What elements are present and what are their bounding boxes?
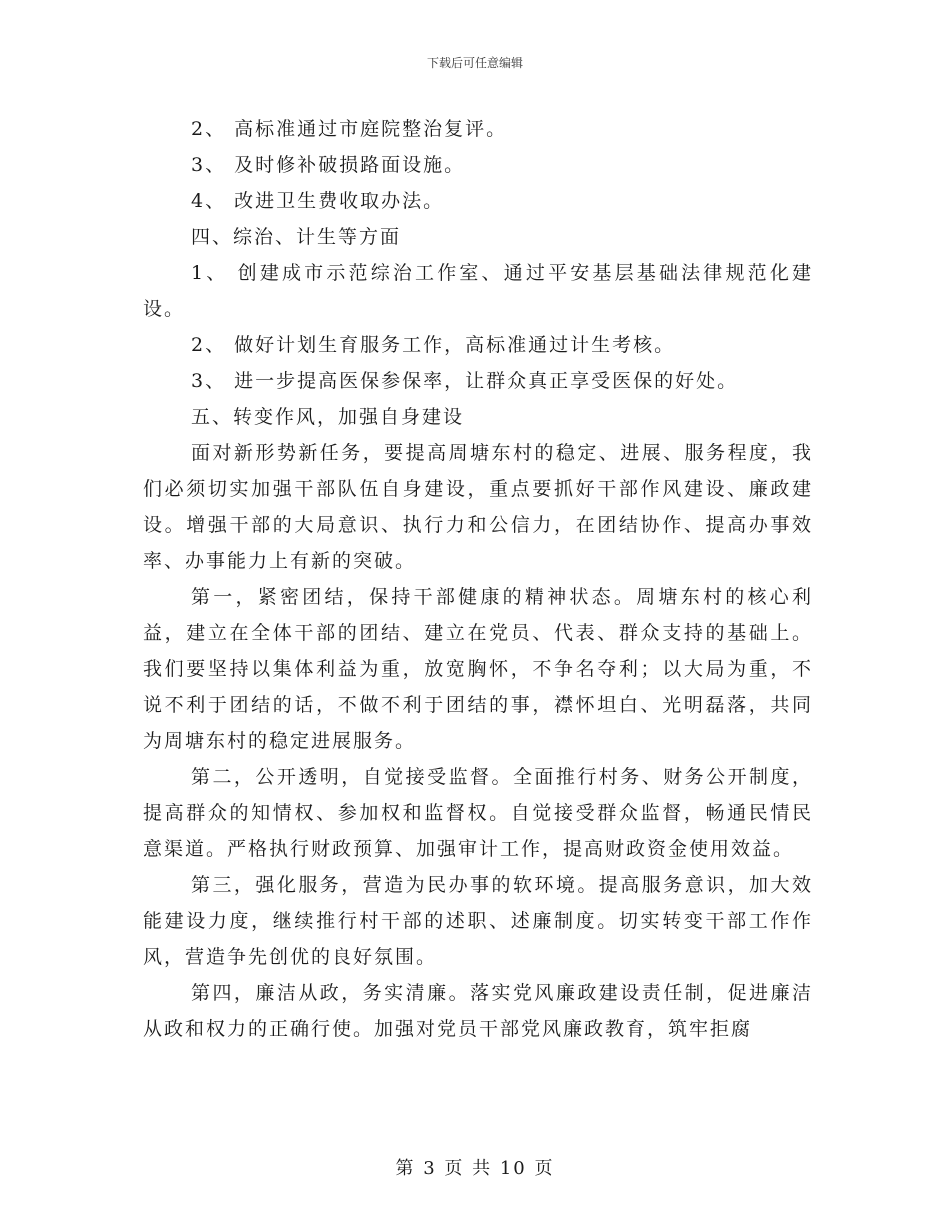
body-paragraph-third: 第三，强化服务，营造为民办事的软环境。提高服务意识，加大效能建设力度，继续推行村干部的述职、述廉制度。切实转变干部工作作风，营造争先创优的良好氛围。 <box>143 874 813 968</box>
body-paragraph-intro: 面对新形势新任务，要提高周塘东村的稳定、进展、服务程度，我们必须切实加强干部队伍自身建设，重点要抓好干部作风建设、廉政建设。增强干部的大局意识、执行力和公信力，在团结协作、提高办事效率、办事能力上有新的突破。 <box>143 442 813 572</box>
page-number: 第 3 页 共 10 页 <box>395 1158 555 1179</box>
body-paragraph-fourth: 第四，廉洁从政，务实清廉。落实党风廉政建设责任制，促进廉洁从政和权力的正确行使。加强对党员干部党风廉政教育，筑牢拒腐 <box>143 982 813 1040</box>
paragraph-item-3: 3、 及时修补破损路面设施。 <box>191 154 466 176</box>
paragraph-item-2: 2、 高标准通过市庭院整治复评。 <box>191 118 508 140</box>
paragraph-item-1: 1、 创建成市示范综治工作室、通过平安基层基础法律规范化建设。 <box>143 262 813 320</box>
page-header: 下载后可任意编辑 <box>426 56 523 70</box>
paragraph-item-4: 4、 改进卫生费收取办法。 <box>191 190 445 212</box>
section-heading-5: 五、转变作风，加强自身建设 <box>191 406 465 428</box>
body-paragraph-first: 第一，紧密团结，保持干部健康的精神状态。周塘东村的核心利益，建立在全体干部的团结、建立在党员、代表、群众支持的基础上。我们要坚持以集体利益为重，放宽胸怀，不争名夺利；以大局为重，不说不利于团结的话，不做不利于团结的事，襟怀坦白、光明磊落，共同为周塘东村的稳定进展服务。 <box>143 586 813 752</box>
paragraph-item-2b: 2、 做好计划生育服务工作，高标准通过计生考核。 <box>191 334 676 356</box>
document-body <box>143 111 813 1047</box>
paragraph-item-3b: 3、 进一步提高医保参保率，让群众真正享受医保的好处。 <box>191 370 739 392</box>
section-heading-4: 四、综治、计生等方面 <box>191 226 402 248</box>
body-paragraph-second: 第二，公开透明，自觉接受监督。全面推行村务、财务公开制度，提高群众的知情权、参加权和监督权。自觉接受群众监督，畅通民情民意渠道。严格执行财政预算、加强审计工作，提高财政资金使用效益。 <box>143 766 813 860</box>
